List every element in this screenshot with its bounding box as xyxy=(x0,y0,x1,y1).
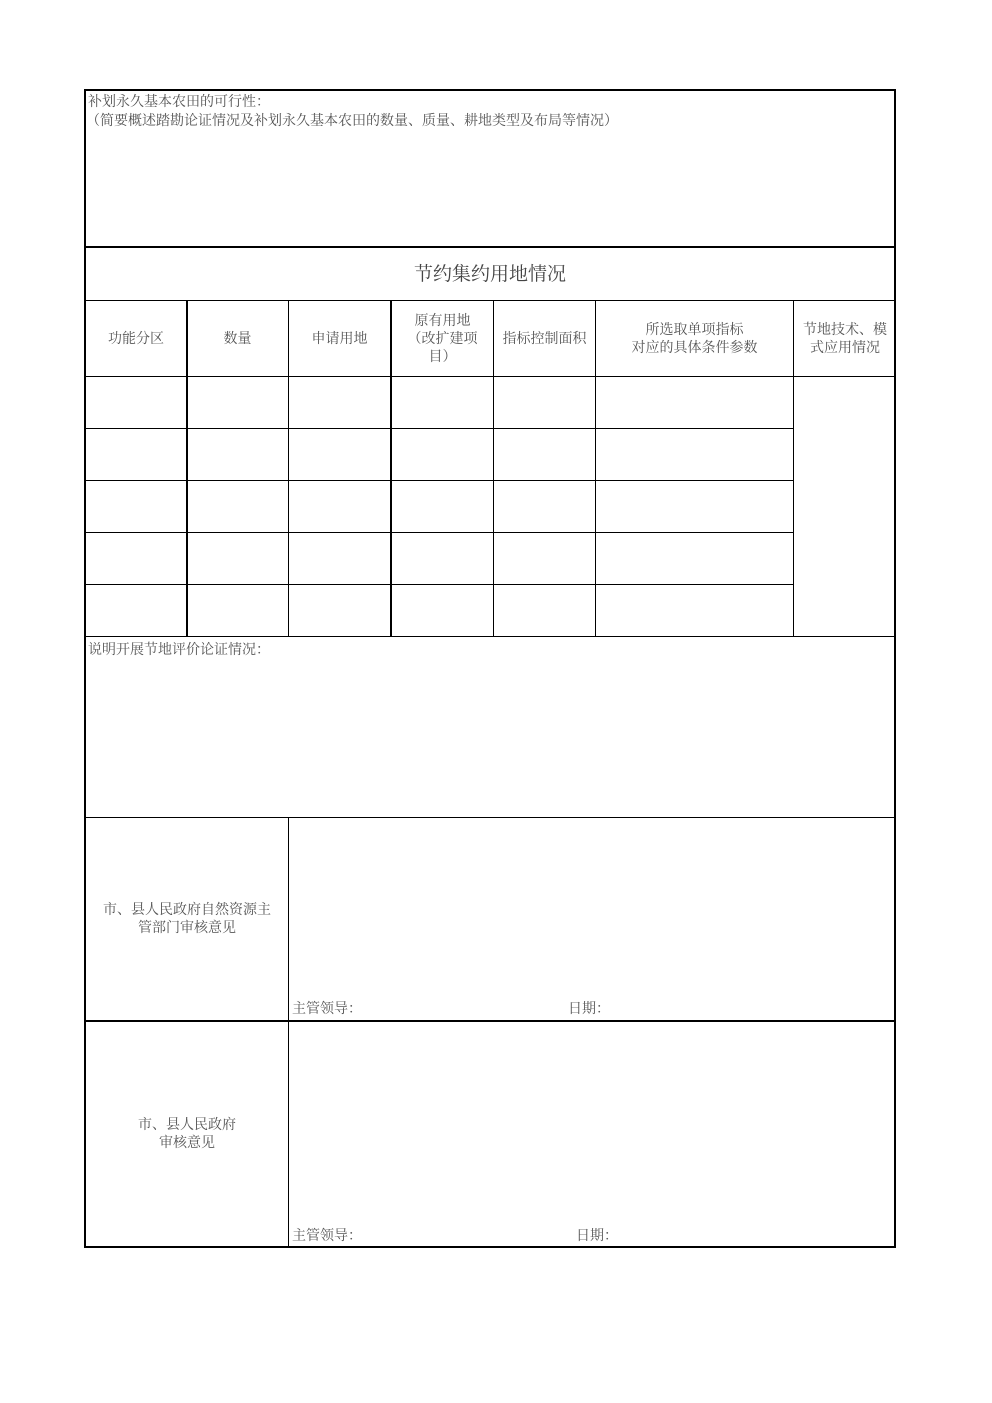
table-cell[interactable] xyxy=(289,585,390,636)
table-cell[interactable] xyxy=(187,533,288,584)
table-bottom xyxy=(84,636,896,637)
feasibility-label: 补划永久基本农田的可行性： xyxy=(88,94,270,110)
table-cell[interactable] xyxy=(494,481,595,532)
table-cell[interactable] xyxy=(392,429,493,480)
table-cell[interactable] xyxy=(596,533,793,584)
review-dept-label: 市、县人民政府自然资源主 管部门审核意见 xyxy=(103,902,271,936)
header-indicator-params: 所选取单项指标 对应的具体条件参数 xyxy=(631,321,758,356)
table-cell[interactable] xyxy=(86,429,186,480)
evaluation-label: 说明开展节地评价论证情况： xyxy=(88,642,270,658)
table-cell[interactable] xyxy=(392,533,493,584)
review-gov-leader-label: 主管领导： xyxy=(292,1228,362,1244)
table-cell[interactable] xyxy=(289,481,390,532)
header-original-land: 原有用地 （改扩建项 目） xyxy=(407,312,478,365)
review-col-divider xyxy=(288,817,289,1248)
table-cell[interactable] xyxy=(86,377,186,428)
review-dept-leader-label: 主管领导： xyxy=(292,1001,362,1017)
table-cell[interactable] xyxy=(596,429,793,480)
header-functional-zone: 功能分区 xyxy=(108,330,164,347)
header-land-saving-tech: 节地技术、模 式应用情况 xyxy=(803,321,887,356)
table-cell[interactable] xyxy=(187,585,288,636)
land-use-title: 节约集约用地情况 xyxy=(413,262,566,285)
land-saving-tech-cell[interactable] xyxy=(794,377,896,636)
table-cell[interactable] xyxy=(494,585,595,636)
table-cell[interactable] xyxy=(289,377,390,428)
table-cell[interactable] xyxy=(187,377,288,428)
table-cell[interactable] xyxy=(289,429,390,480)
table-cell[interactable] xyxy=(392,481,493,532)
table-cell[interactable] xyxy=(494,429,595,480)
table-cell[interactable] xyxy=(289,533,390,584)
table-cell[interactable] xyxy=(392,585,493,636)
table-cell[interactable] xyxy=(86,585,186,636)
table-cell[interactable] xyxy=(187,481,288,532)
review-dept-date-label: 日期： xyxy=(568,1001,610,1017)
table-cell[interactable] xyxy=(596,481,793,532)
feasibility-note: （简要概述踏勘论证情况及补划永久基本农田的数量、质量、耕地类型及布局等情况） xyxy=(86,113,618,129)
table-cell[interactable] xyxy=(494,377,595,428)
table-cell[interactable] xyxy=(596,377,793,428)
table-cell[interactable] xyxy=(187,429,288,480)
table-cell[interactable] xyxy=(392,377,493,428)
header-indicator-area: 指标控制面积 xyxy=(502,330,587,347)
review-gov-label: 市、县人民政府 审核意见 xyxy=(138,1117,236,1151)
table-cell[interactable] xyxy=(86,533,186,584)
table-cell[interactable] xyxy=(494,533,595,584)
table-cell[interactable] xyxy=(596,585,793,636)
header-quantity: 数量 xyxy=(223,330,252,347)
review-gov-date-label: 日期： xyxy=(576,1228,618,1244)
header-applied-land: 申请用地 xyxy=(311,330,368,347)
table-cell[interactable] xyxy=(86,481,186,532)
